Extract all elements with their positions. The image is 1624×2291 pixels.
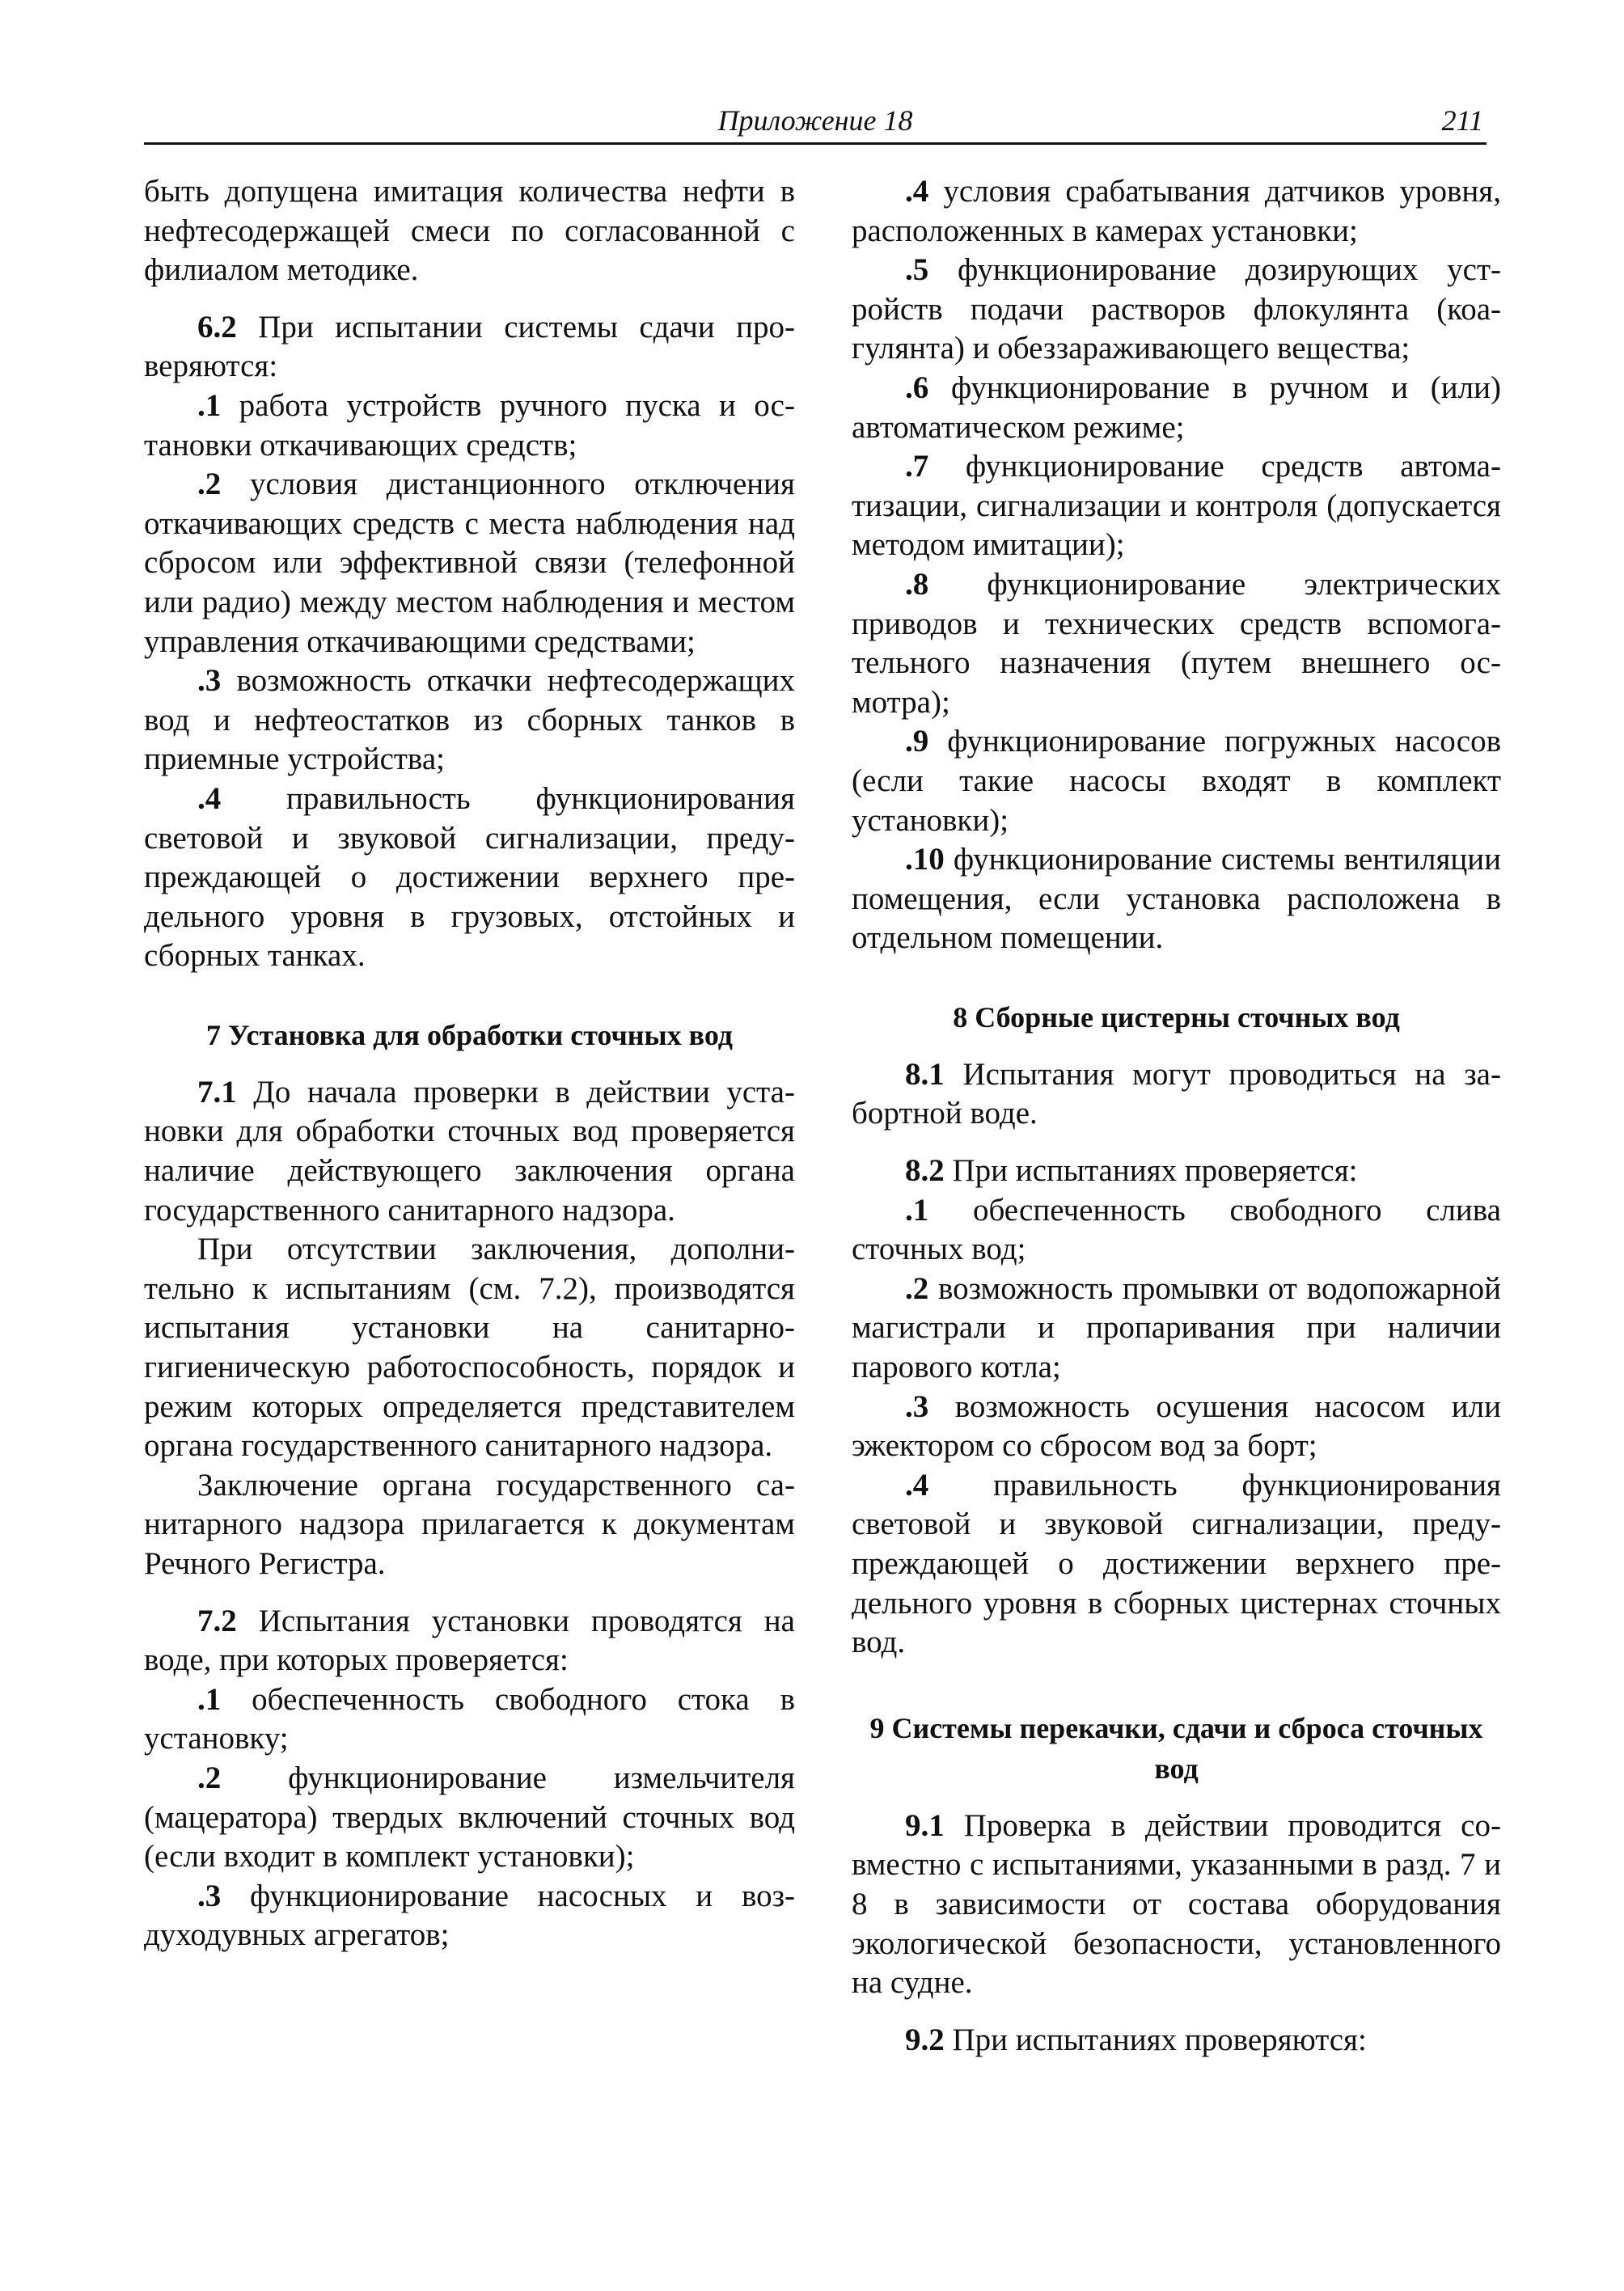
- item-number: .10: [905, 842, 945, 877]
- item-number: .6: [905, 370, 929, 405]
- paragraph-text: Проверка в действии проводится совместно с испытаниями, указанными в разд. 7 и 8 в зависимости от состава оборудования экологической безопасности, установленного на судне.: [852, 1807, 1501, 2001]
- item-number: .9: [905, 724, 929, 759]
- paragraph-text: При отсутствии заключения, дополнительно к испытаниям (см. 7.2), производятся испытания установки на санитарно-гигиеническую работоспособность, порядок и режим которых определяется представителем органа государственного санитарного надзора.: [144, 1232, 795, 1464]
- paragraph-text: возможность промывки от водопожарной магистрали и пропаривания при наличии парового котла;: [852, 1270, 1501, 1385]
- paragraph-text: обеспеченность свободного стока в установку;: [144, 1681, 795, 1756]
- paragraph: [144, 465, 795, 662]
- paragraph: [852, 369, 1501, 447]
- section-heading: 9 Системы перекачки, сдачи и сброса сточных вод: [869, 1711, 1483, 1785]
- paragraph: [144, 308, 795, 387]
- item-number: .3: [197, 1878, 222, 1913]
- item-number: .1: [197, 1681, 222, 1717]
- paragraph: [144, 172, 795, 290]
- item-number: .4: [905, 1467, 929, 1503]
- paragraph-text: функционирование измельчителя (мацератора) твердых включений сточных вод (если входит в комплект установки);: [144, 1760, 795, 1875]
- paragraph-text: Заключение органа государственного санитарного надзора прилагается к документам Речного Регистра.: [144, 1467, 795, 1581]
- paragraph-text: При испытании системы сдачи проверяются:: [144, 309, 795, 384]
- paragraph-text: функционирование насосных и воздуходувных агрегатов;: [144, 1878, 795, 1953]
- paragraph: [144, 662, 795, 780]
- paragraph: [852, 1807, 1501, 2003]
- paragraph-text: Испытания могут проводиться на забортной воде.: [852, 1056, 1501, 1131]
- paragraph-text: правильность функционирования световой и звуковой сигнализации, предупреждающей о достижении верхнего предельного уровня в сборных цистернах сточных вод.: [852, 1467, 1501, 1660]
- left-column: [144, 172, 795, 1955]
- section-heading: 7 Установка для обработки сточных вод: [205, 1018, 734, 1051]
- paragraph: [852, 251, 1501, 369]
- paragraph: [144, 780, 795, 976]
- paragraph: [852, 840, 1501, 958]
- section-heading: 8 Сборные цистерны сточных вод: [953, 1000, 1400, 1033]
- item-number: .2: [197, 1760, 222, 1795]
- paragraph: [852, 1466, 1501, 1663]
- item-number: 7.1: [197, 1074, 237, 1110]
- page-number: 211: [1441, 104, 1483, 137]
- item-number: 8.2: [905, 1153, 945, 1189]
- item-number: .2: [197, 467, 222, 502]
- paragraph: [144, 1680, 795, 1759]
- item-number: .7: [905, 449, 929, 484]
- item-number: .4: [905, 174, 929, 209]
- item-number: .3: [197, 663, 222, 699]
- paragraph: [852, 172, 1501, 251]
- item-number: .3: [905, 1389, 929, 1424]
- paragraph-text: При испытаниях проверяется:: [944, 1153, 1358, 1189]
- paragraph-text: обеспеченность свободного слива сточных вод;: [852, 1192, 1501, 1267]
- item-number: .4: [197, 780, 222, 816]
- paragraph: [144, 1073, 795, 1230]
- item-number: .1: [197, 387, 222, 423]
- paragraph: [144, 387, 795, 465]
- paragraph-text: функционирование системы вентиляции помещения, если установка расположена в отдельном помещении.: [852, 842, 1501, 956]
- header-title: Приложение 18: [717, 104, 913, 137]
- paragraph: [852, 722, 1501, 840]
- paragraph: [144, 1759, 795, 1877]
- paragraph-text: возможность откачки нефтесодержащих вод и нефтеостатков из сборных танков в приемные устройства;: [144, 663, 795, 777]
- paragraph-text: Испытания установки проводятся на воде, при которых проверяется:: [144, 1603, 795, 1678]
- paragraph-text: функционирование электрических приводов и технических средств вспомогательного назначения (путем внешнего осмотра);: [852, 566, 1501, 720]
- paragraph: [852, 565, 1501, 722]
- paragraph-text: возможность осушения насосом или эжектором со сбросом вод за борт;: [852, 1389, 1501, 1464]
- paragraph: [144, 1230, 795, 1466]
- item-number: .1: [905, 1192, 929, 1228]
- item-number: .5: [905, 252, 929, 288]
- paragraph-text: При испытаниях проверяются:: [944, 2022, 1367, 2057]
- paragraph-text: условия дистанционного отключения откачивающих средств с места наблюдения над сбросом или эффективной связи (телефонной или радио) между местом наблюдения и местом управления откачивающими средствами;: [144, 467, 795, 659]
- item-number: 8.1: [905, 1056, 945, 1092]
- paragraph: [852, 1191, 1501, 1270]
- item-number: 6.2: [197, 309, 237, 344]
- paragraph: [852, 1270, 1501, 1388]
- paragraph-text: работа устройств ручного пуска и остановки откачивающих средств;: [144, 387, 795, 463]
- paragraph: [852, 2021, 1501, 2061]
- item-number: 9.1: [905, 1807, 945, 1843]
- paragraph: [852, 1152, 1501, 1191]
- paragraph: [852, 1388, 1501, 1466]
- paragraph: [144, 1466, 795, 1584]
- paragraph-text: функционирование дозирующих устройств подачи растворов флокулянта (коагулянта) и обеззараживающего вещества;: [852, 252, 1501, 366]
- paragraph: [852, 1055, 1501, 1134]
- right-column: [852, 172, 1501, 2060]
- paragraph-text: условия срабатывания датчиков уровня, расположенных в камерах установки;: [852, 174, 1501, 248]
- paragraph-text: функционирование средств автоматизации, сигнализации и контроля (допускается методом имитации);: [852, 449, 1501, 563]
- paragraph-text: функционирование погружных насосов (если такие насосы входят в комплект установки);: [852, 724, 1501, 838]
- item-number: .2: [905, 1270, 929, 1306]
- paragraph: [144, 1602, 795, 1680]
- paragraph-text: функционирование в ручном и (или) автоматическом режиме;: [852, 370, 1501, 445]
- paragraph: [144, 1877, 795, 1955]
- paragraph: [852, 447, 1501, 565]
- item-number: 9.2: [905, 2022, 945, 2057]
- item-number: .8: [905, 566, 929, 602]
- paragraph-text: До начала проверки в действии установки для обработки сточных вод проверяется наличие действующего заключения органа государственного санитарного надзора.: [144, 1074, 795, 1228]
- paragraph-text: быть допущена имитация количества нефти в нефтесодержащей смеси по согласованной с филиалом методике.: [144, 174, 795, 288]
- paragraph-text: правильность функционирования световой и звуковой сигнализации, предупреждающей о достижении верхнего предельного уровня в грузовых, отстойных и сборных танках.: [144, 780, 795, 974]
- running-header: [144, 102, 1487, 145]
- item-number: 7.2: [197, 1603, 237, 1638]
